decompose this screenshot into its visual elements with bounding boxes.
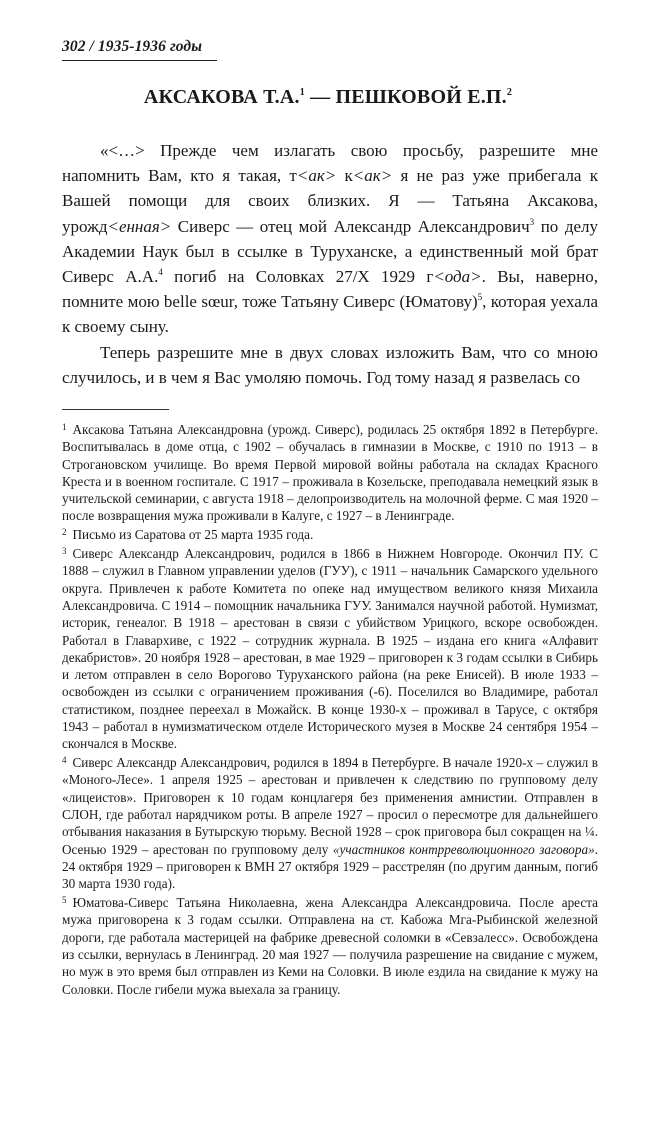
title-separator: — — [304, 86, 336, 108]
footnote-text: Сиверс Александр Александрович, родился в 1866 в Нижнем Новгороде. Окончил ПУ. С 1888 – служил в Главном управлении уделов (ГУУ), с 1911 – начальник Самарского удельного округа. Привлечен к работе Комитета по опеке над имуществом великого князя Михаила Александровича. С 1914 – помощник начальника ГУУ. Занимался научной работой. Нумизмат, историк, генеалог. В 1918 – арестован в связи с убийством Урицкого, вскоре освобожден. Работал в Главархиве, с 1922 – сотрудник журнала. В 1925 – издана его книга «Алфавит декабристов». 20 ноября 1928 – арестован, в мае 1929 – приговорен к 3 годам ссылки в Сибирь и летом отправлен в село Ворогово Туруханского района (на реке Енисей). В июле 1933 – освобожден из ссылки с ограничением проживания (-6). Поселился во Владимире, работал статистиком, позднее переехал в Можайск. В конце 1930-х – проживал в Тарусе, с октября 1943 – работал в нумизматическом отделе Исторического музея в Москве 24 сентября 1954 – скончался в Москве. — [62, 546, 598, 752]
footnote-2 — [62, 526, 598, 543]
footnote-separator — [62, 409, 169, 410]
footnote-text: Юматова-Сиверс Татьяна Николаевна, жена Александра Александровича. После ареста мужа приговорена к 3 годам ссылки. Отправлена на ст. Кабожа Мга-Рыбинской железной дороги, где работала мастерицей на фабрике древесной соломки в «Севзалесс». Освобождена из ссылки, вернулась в Ленинград. 20 мая 1927 — получила разрешение на свидание с мужем, но муж в это время был отправлен из Кеми на Соловки. В июле ездила на свидание к мужу на Соловки. После гибели мужа выехала за границу. — [62, 895, 598, 997]
footnote-mark: 3 — [62, 546, 67, 557]
title-footnote-ref-2: 2 — [506, 87, 513, 98]
editorial-insert: <енная> — [107, 216, 172, 236]
footnote-text: Аксакова Татьяна Александровна (урожд. Сиверс), родилась 25 октября 1892 в Петербурге. Воспитывалась в доме отца, с 1902 – обучалась в гимназии в Москве, с 1910 по 1913 – в Строгановском училище. Во время Первой мировой войны работала на складах Красного Креста и в военном госпитале. С 1917 – проживала в Козельске, преподавала немецкий язык в учительской семинарии, с августа 1918 – делопроизводитель на молочной ферме. С мая 1920 – после возвращения мужа проживали в Калуге, с 1927 – в Ленинграде. — [62, 422, 598, 524]
footnote-4 — [62, 754, 598, 892]
footnote-ref-3: 3 — [529, 216, 535, 227]
footnote-text: Сиверс Александр Александрович, родился в 1894 в Петербурге. В начале 1920-х – служил в «Моного-Лесе». 1 апреля 1925 – арестован и привлечен к следствию по групповому делу «лицеистов». Приговорен к 10 годам концлагеря без применения амнистии. Отправлен в СЛОН, где работал нарядчиком роты. В апреле 1927 – просил о пересмотре для дальнейшего отбывания наказания в Бутырскую тюрьму. Весной 1928 – срок приговора был сокращен на ¼. Осенью 1929 – арестован по групповому делу — [62, 755, 598, 857]
letter-paragraph-1 — [62, 138, 598, 340]
footnote-5 — [62, 894, 598, 998]
footnote-ref-5: 5 — [477, 292, 483, 303]
title-footnote-ref-1: 1 — [299, 87, 305, 98]
letter-paragraph-2: Теперь разрешите мне в двух словах изложить Вам, что со мною случилось, и в чем я Вас умоляю помочь. Год тому назад я развелась со — [62, 342, 598, 387]
footnote-italic-text: «участников контрреволюционного заговора» — [332, 841, 595, 857]
text-run: Сиверс — отец мой Александр Александрович — [171, 216, 530, 236]
footnote-mark: 2 — [62, 527, 67, 538]
text-run: к — [336, 166, 353, 186]
title-recipient: ПЕШКОВОЙ Е.П. — [335, 86, 507, 108]
footnote-ref-4: 4 — [158, 267, 163, 278]
text-run: «<…> Прежде чем излагать свою просьбу, разрешите мне напомнить Вам, кто я такая, т — [62, 141, 598, 186]
footnote-mark: 1 — [62, 422, 67, 432]
footnote-mark: 5 — [62, 895, 67, 906]
footnotes — [62, 421, 598, 999]
editorial-insert: <ак> — [296, 166, 337, 186]
running-head-rule — [62, 60, 217, 61]
text-run: я не раз уже прибегала к Вашей помощи для своих близких. Я — Татьяна Аксакова, урожд — [62, 166, 599, 236]
footnote-1 — [62, 421, 598, 525]
footnote-text: Письмо из Саратова от 25 марта 1935 года. — [72, 527, 314, 543]
text-run: по делу Академии Наук был в ссылке в Туруханске, а единственный мой брат Сиверс А.А. — [62, 216, 598, 287]
editorial-insert: <ак> — [352, 166, 393, 186]
footnote-mark: 4 — [62, 755, 67, 766]
letter-body — [62, 138, 598, 390]
text-run: , которая уехала к своему сыну. — [62, 292, 599, 337]
letter-title — [62, 86, 594, 109]
title-sender: АКСАКОВА Т.А. — [143, 86, 300, 108]
footnote-text: . 24 октября 1929 – приговорен к ВМН 27 октября 1929 – расстрелян (по другим данным, погиб 30 марта 1930 года). — [62, 841, 598, 892]
footnote-3 — [62, 545, 598, 753]
editorial-insert: <ода> — [433, 267, 482, 287]
text-run: погиб на Соловках 27/X 1929 г — [162, 267, 434, 287]
text-run: . Вы, наверно, помните мою belle sœur, тоже Татьяну Сиверс (Юматову) — [62, 267, 598, 312]
running-head: 302 / 1935-1936 годы — [62, 38, 203, 55]
